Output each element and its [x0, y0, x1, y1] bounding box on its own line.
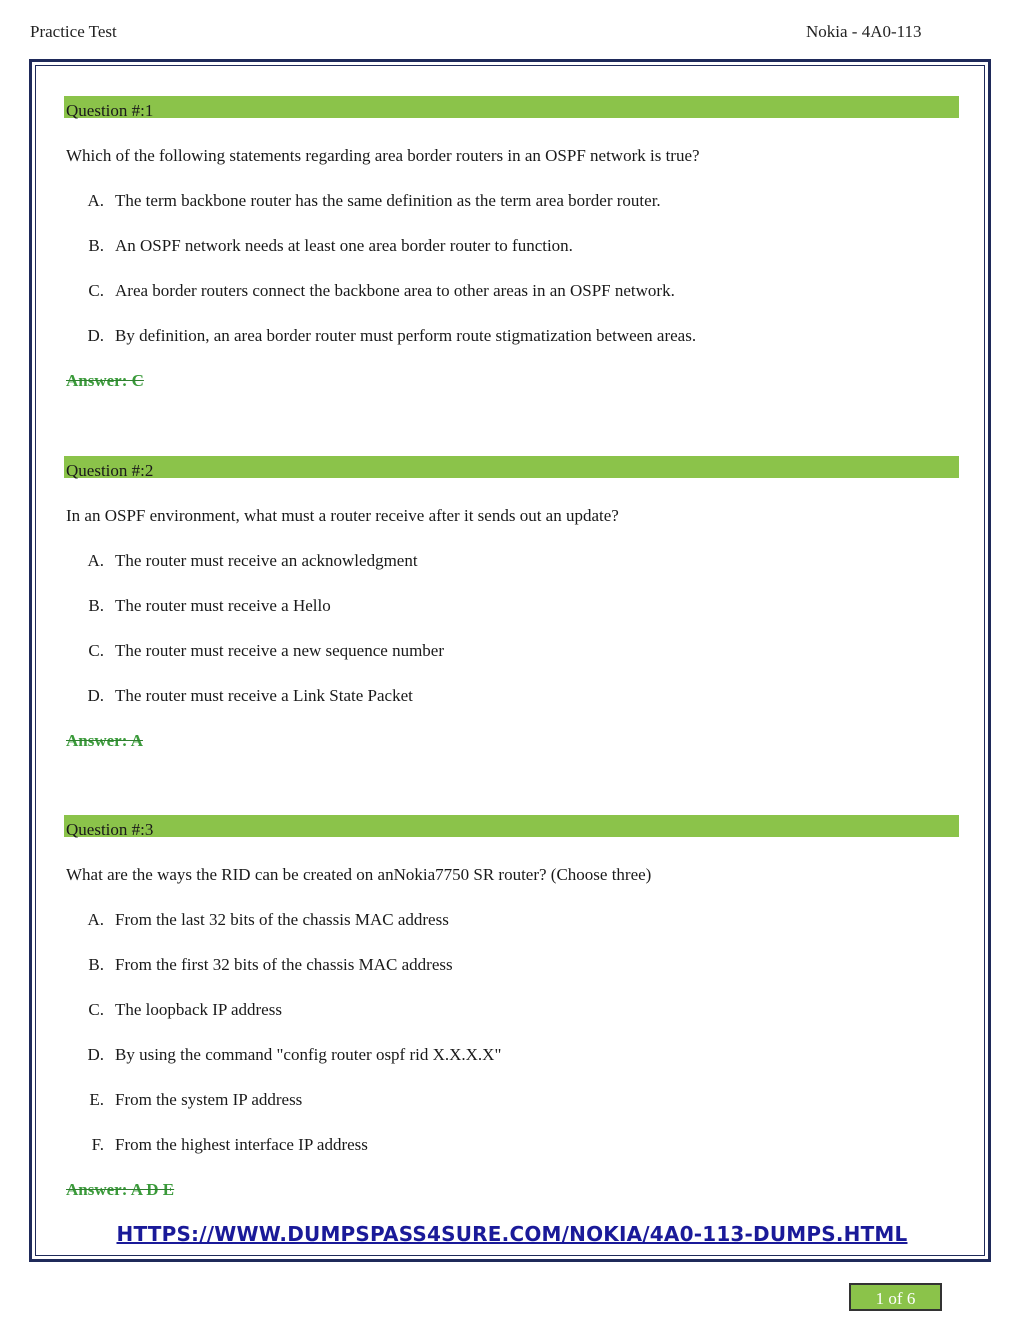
option-text: The router must receive a new sequence number: [115, 641, 444, 660]
option-text: Area border routers connect the backbone area to other areas in an OSPF network.: [115, 281, 675, 300]
option-letter: C.: [88, 281, 104, 300]
question-1-title: Question #:1: [66, 101, 154, 120]
question-2-answer: Answer: A: [66, 731, 143, 750]
option-letter: D.: [87, 326, 104, 345]
option-text: The router must receive a Hello: [115, 596, 331, 615]
question-2-bar: [64, 456, 959, 478]
option-letter: A.: [87, 191, 104, 210]
option-letter: A.: [87, 910, 104, 929]
option-text: By definition, an area border router must perform route stigmatization between areas.: [115, 326, 697, 345]
option-letter: D.: [87, 686, 104, 705]
option-text: An OSPF network needs at least one area border router to function.: [115, 236, 573, 255]
option-text: By using the command "config router ospf rid X.X.X.X": [115, 1045, 502, 1064]
question-3-stem: What are the ways the RID can be created on anNokia7750 SR router? (Choose three): [66, 865, 652, 884]
footer-url-link[interactable]: HTTPS://WWW.DUMPSPASS4SURE.COM/NOKIA/4A0-113-DUMPS.HTML: [116, 1222, 908, 1246]
option-letter: B.: [88, 236, 104, 255]
option-text: The loopback IP address: [115, 1000, 282, 1019]
option-letter: C.: [88, 1000, 104, 1019]
option-letter: B.: [88, 955, 104, 974]
page-number-badge: 1 of 6: [849, 1283, 942, 1311]
question-1-answer: Answer: C: [66, 371, 144, 390]
question-1-stem: Which of the following statements regarding area border routers in an OSPF network is true?: [66, 146, 700, 165]
option-text: From the last 32 bits of the chassis MAC address: [115, 910, 449, 929]
header-left-title: Practice Test: [30, 22, 117, 41]
option-text: From the system IP address: [115, 1090, 303, 1109]
option-text: From the first 32 bits of the chassis MAC address: [115, 955, 453, 974]
option-letter: D.: [87, 1045, 104, 1064]
question-3-answer: Answer: A D E: [66, 1180, 175, 1199]
header-right-title: Nokia - 4A0-113: [806, 22, 922, 41]
question-3-title: Question #:3: [66, 820, 154, 839]
option-text: The term backbone router has the same definition as the term area border router.: [115, 191, 661, 210]
option-letter: B.: [88, 596, 104, 615]
question-3-bar: [64, 815, 959, 837]
question-1-bar: [64, 96, 959, 118]
option-letter: F.: [91, 1135, 104, 1154]
option-text: The router must receive a Link State Packet: [115, 686, 413, 705]
option-text: The router must receive an acknowledgment: [115, 551, 418, 570]
question-2-stem: In an OSPF environment, what must a router receive after it sends out an update?: [66, 506, 619, 525]
option-text: From the highest interface IP address: [115, 1135, 368, 1154]
question-2-title: Question #:2: [66, 461, 154, 480]
option-letter: E.: [89, 1090, 104, 1109]
option-letter: A.: [87, 551, 104, 570]
option-letter: C.: [88, 641, 104, 660]
